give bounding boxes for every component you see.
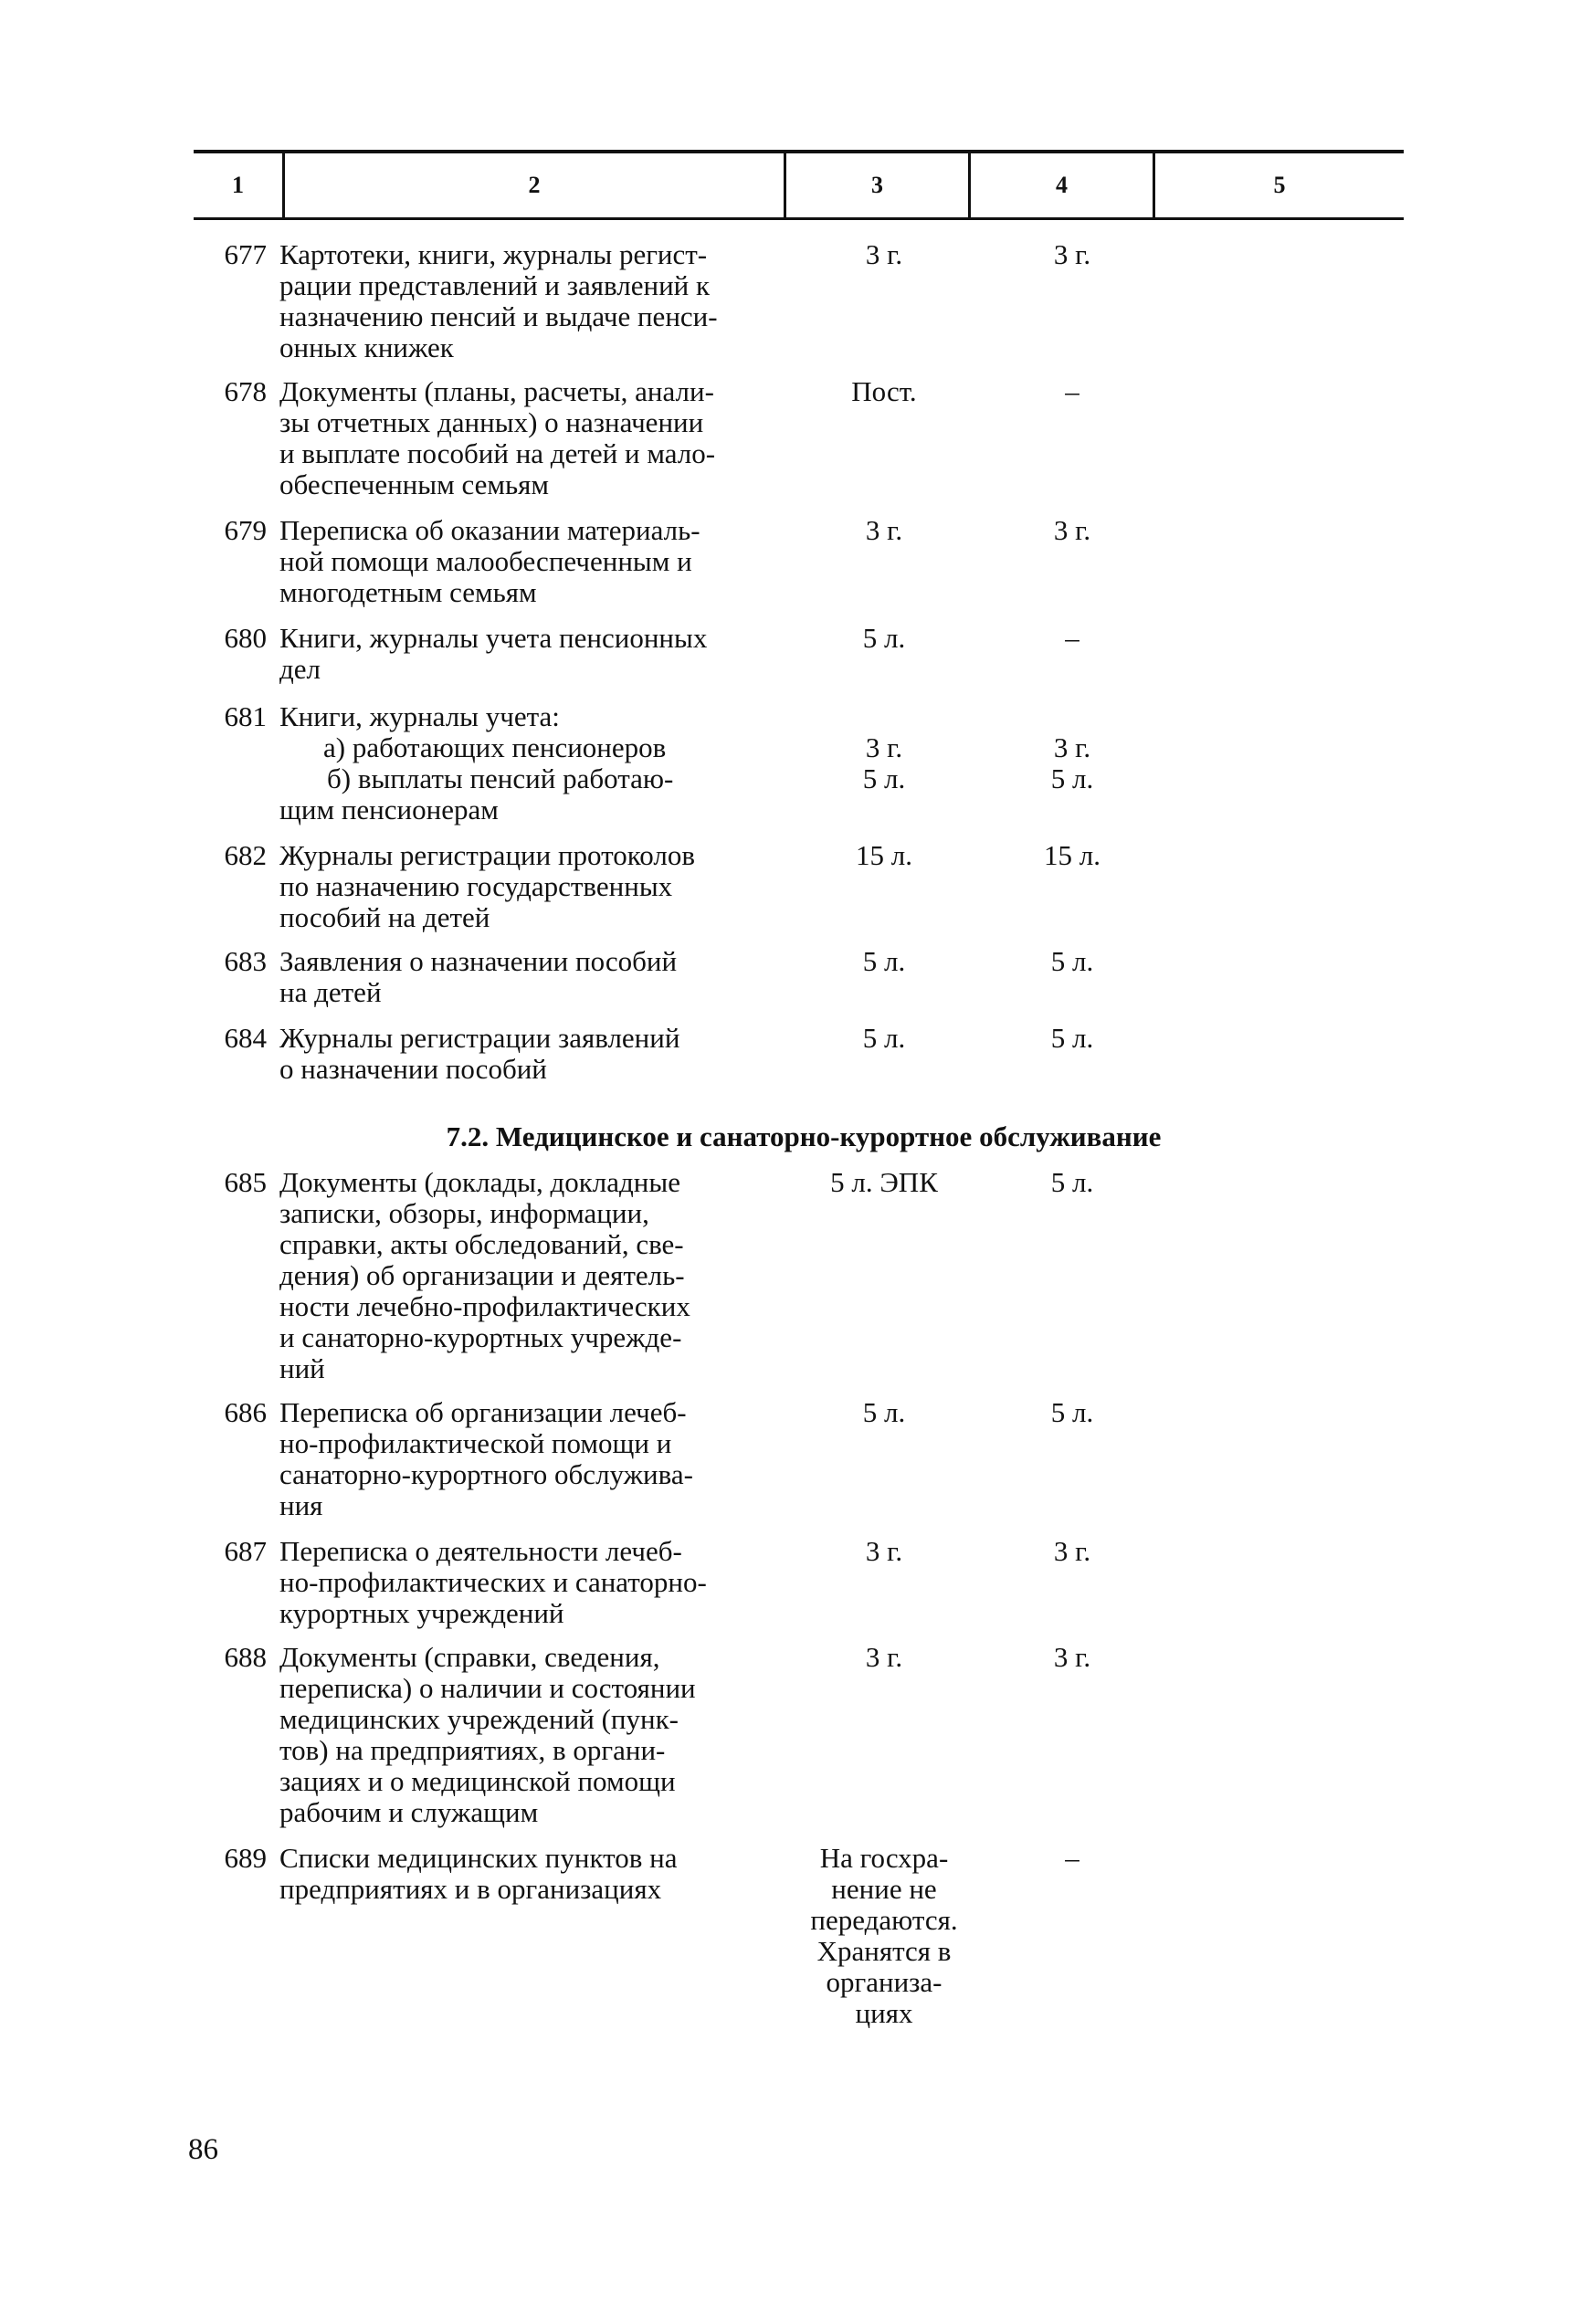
row-description-line: Документы (справки, сведения,: [279, 1641, 660, 1673]
row-archive-term-680: [981, 623, 1164, 654]
row-archive-term-line: [981, 701, 1164, 732]
row-storage-term-line: 5 л.: [862, 945, 906, 977]
row-description-line: на детей: [279, 976, 382, 1008]
row-number-689: 689: [224, 1842, 267, 1874]
row-archive-term-line: 15 л.: [1044, 839, 1100, 871]
row-description-684: [279, 1023, 800, 1085]
row-description-line: Переписка о деятельности лечеб-: [279, 1535, 682, 1567]
row-archive-term-686: [981, 1397, 1164, 1428]
row-description-line: Документы (планы, расчеты, анали-: [279, 375, 714, 407]
row-archive-term-line: 3 г.: [1053, 731, 1091, 763]
row-description-line: назначению пенсий и выдаче пенси-: [279, 300, 718, 332]
row-storage-term-684: [793, 1023, 975, 1054]
row-number-681: 681: [224, 700, 267, 732]
row-description-677: [279, 239, 800, 363]
row-storage-term-line: циях: [855, 1997, 913, 2029]
row-archive-term-line: 3 г.: [1053, 1641, 1091, 1673]
row-description-line: санаторно-курортного обслужива-: [279, 1458, 693, 1490]
row-description-line: но-профилактических и санаторно-: [279, 1566, 707, 1598]
row-storage-term-689: [793, 1843, 975, 2029]
row-archive-term-689: [981, 1843, 1164, 1874]
row-storage-term-line: 5 л.: [862, 762, 906, 794]
row-number-686: 686: [224, 1396, 267, 1428]
row-archive-term-678: [981, 376, 1164, 407]
row-description-line: курортных учреждений: [279, 1597, 564, 1629]
row-storage-term-679: [793, 515, 975, 546]
row-storage-term-line: 5 л.: [862, 622, 906, 654]
row-description-683: [279, 946, 800, 1008]
row-archive-term-682: [981, 840, 1164, 871]
row-description-line: Переписка об организации лечеб-: [279, 1396, 687, 1428]
row-archive-term-line: 3 г.: [1053, 1535, 1091, 1567]
row-description-688: [279, 1642, 800, 1828]
row-description-line: о назначении пособий: [279, 1053, 547, 1085]
row-storage-term-line: На госхра-: [819, 1842, 949, 1874]
table-top-rule: [194, 150, 1404, 153]
row-storage-term-line: Пост.: [851, 375, 917, 407]
row-storage-term-681: [793, 701, 975, 794]
row-description-line: обеспеченным семьям: [279, 468, 549, 500]
row-description-678: [279, 376, 800, 500]
row-archive-term-line: 3 г.: [1053, 514, 1091, 546]
header-col-3: 3: [871, 172, 883, 198]
row-storage-term-line: 5 л.: [862, 1022, 906, 1054]
row-storage-term-line: 3 г.: [865, 1641, 903, 1673]
row-description-line: медицинских учреждений (пунк-: [279, 1703, 679, 1735]
row-archive-term-line: –: [1065, 1842, 1079, 1874]
row-description-line: Заявления о назначении пособий: [279, 945, 678, 977]
row-storage-term-line: Хранятся в: [816, 1935, 952, 1967]
row-archive-term-line: 5 л.: [1050, 1022, 1094, 1054]
row-number-678: 678: [224, 375, 267, 407]
row-archive-term-line: 5 л.: [1050, 1396, 1094, 1428]
header-col-4: 4: [1056, 172, 1068, 198]
row-storage-term-line: 3 г.: [865, 238, 903, 270]
row-storage-term-685: [793, 1167, 975, 1198]
row-archive-term-677: [981, 239, 1164, 270]
row-description-line: записки, обзоры, информации,: [279, 1197, 649, 1229]
row-description-line: Журналы регистрации протоколов: [279, 839, 695, 871]
row-subitem-b: б) выплаты пенсий работаю-: [327, 762, 674, 794]
row-storage-term-line: 5 л. ЭПК: [830, 1166, 938, 1198]
row-description-682: [279, 840, 800, 933]
row-storage-term-686: [793, 1397, 975, 1428]
row-description-line: щим пенсионерам: [279, 794, 499, 825]
row-number-688: 688: [224, 1641, 267, 1673]
row-storage-term-line: 5 л.: [862, 1396, 906, 1428]
row-description-line: предприятиях и в организациях: [279, 1873, 662, 1905]
row-storage-term-683: [793, 946, 975, 977]
row-description-line: ний: [279, 1352, 325, 1384]
row-description-line: Документы (доклады, докладные: [279, 1166, 680, 1198]
table-header-bottom-rule: [194, 217, 1404, 220]
row-archive-term-line: 3 г.: [1053, 238, 1091, 270]
row-description-line: многодетным семьям: [279, 576, 537, 608]
row-description-679: [279, 515, 800, 608]
row-description-line: Картотеки, книги, журналы регист-: [279, 238, 708, 270]
row-storage-term-line: 3 г.: [865, 514, 903, 546]
header-col-2: 2: [528, 172, 541, 198]
row-number-684: 684: [224, 1022, 267, 1054]
row-description-line: справки, акты обследований, све-: [279, 1228, 684, 1260]
row-number-680: 680: [224, 622, 267, 654]
row-archive-term-685: [981, 1167, 1164, 1198]
row-archive-term-687: [981, 1536, 1164, 1567]
row-archive-term-679: [981, 515, 1164, 546]
row-storage-term-682: [793, 840, 975, 871]
row-description-line: дел: [279, 653, 321, 685]
row-number-679: 679: [224, 514, 267, 546]
row-description-687: [279, 1536, 800, 1629]
row-description-line: дения) об организации и деятель-: [279, 1259, 685, 1291]
row-storage-term-687: [793, 1536, 975, 1567]
row-storage-term-line: передаются.: [810, 1904, 958, 1936]
row-archive-term-line: 5 л.: [1050, 945, 1094, 977]
row-description-line: пособий на детей: [279, 901, 490, 933]
row-description-line: онных книжек: [279, 331, 454, 363]
row-archive-term-681: [981, 701, 1164, 794]
header-col-1: 1: [232, 172, 244, 198]
row-archive-term-688: [981, 1642, 1164, 1673]
row-description-line: и санаторно-курортных учрежде-: [279, 1321, 682, 1353]
row-description-689: [279, 1843, 800, 1905]
row-description-line: переписка) о наличии и состоянии: [279, 1672, 696, 1704]
row-description-line: ной помощи малообеспеченным и: [279, 545, 692, 577]
row-description-line: ности лечебно-профилактических: [279, 1290, 690, 1322]
row-description-line: Книги, журналы учета пенсионных: [279, 622, 708, 654]
row-subitem-a: а) работающих пенсионеров: [323, 731, 667, 763]
row-description-line: Списки медицинских пунктов на: [279, 1842, 678, 1874]
row-number-683: 683: [224, 945, 267, 977]
row-storage-term-line: организа-: [826, 1966, 942, 1998]
row-storage-term-line: 15 л.: [856, 839, 912, 871]
row-description-line: зациях и о медицинской помощи: [279, 1765, 676, 1797]
row-archive-term-line: 5 л.: [1050, 1166, 1094, 1198]
row-storage-term-688: [793, 1642, 975, 1673]
row-description-line: по назначению государственных: [279, 870, 673, 902]
row-description-line: ния: [279, 1489, 323, 1521]
row-storage-term-680: [793, 623, 975, 654]
page-number: 86: [188, 2133, 218, 2166]
row-storage-term-line: 3 г.: [865, 1535, 903, 1567]
row-archive-term-684: [981, 1023, 1164, 1054]
row-number-687: 687: [224, 1535, 267, 1567]
row-storage-term-line: 3 г.: [865, 731, 903, 763]
row-description-line: и выплате пособий на детей и мало-: [279, 437, 716, 469]
row-description-line: рабочим и служащим: [279, 1796, 539, 1828]
row-description-680: [279, 623, 800, 685]
row-storage-term-line: [793, 701, 975, 732]
row-description-681: [279, 701, 800, 825]
row-archive-term-line: –: [1065, 375, 1079, 407]
row-storage-term-678: [793, 376, 975, 407]
row-storage-term-677: [793, 239, 975, 270]
row-number-682: 682: [224, 839, 267, 871]
header-col-5: 5: [1273, 172, 1286, 198]
row-description-line: Переписка об оказании материаль-: [279, 514, 700, 546]
row-archive-term-line: 5 л.: [1050, 762, 1094, 794]
row-archive-term-683: [981, 946, 1164, 977]
row-description-line: тов) на предприятиях, в органи-: [279, 1734, 666, 1766]
row-description-line: рации представлений и заявлений к: [279, 269, 711, 301]
row-description-line: Журналы регистрации заявлений: [279, 1022, 680, 1054]
row-number-685: 685: [224, 1166, 267, 1198]
row-archive-term-line: –: [1065, 622, 1079, 654]
row-description-686: [279, 1397, 800, 1521]
row-description-line: зы отчетных данных) о назначении: [279, 406, 704, 438]
row-description-685: [279, 1167, 800, 1384]
section-title: 7.2. Медицинское и санаторно-курортное обслуживание: [446, 1120, 1162, 1152]
row-storage-term-line: нение не: [831, 1873, 937, 1905]
row-description-line: но-профилактической помощи и: [279, 1427, 672, 1459]
row-description-line: Книги, журналы учета:: [279, 700, 560, 732]
row-number-677: 677: [224, 238, 267, 270]
